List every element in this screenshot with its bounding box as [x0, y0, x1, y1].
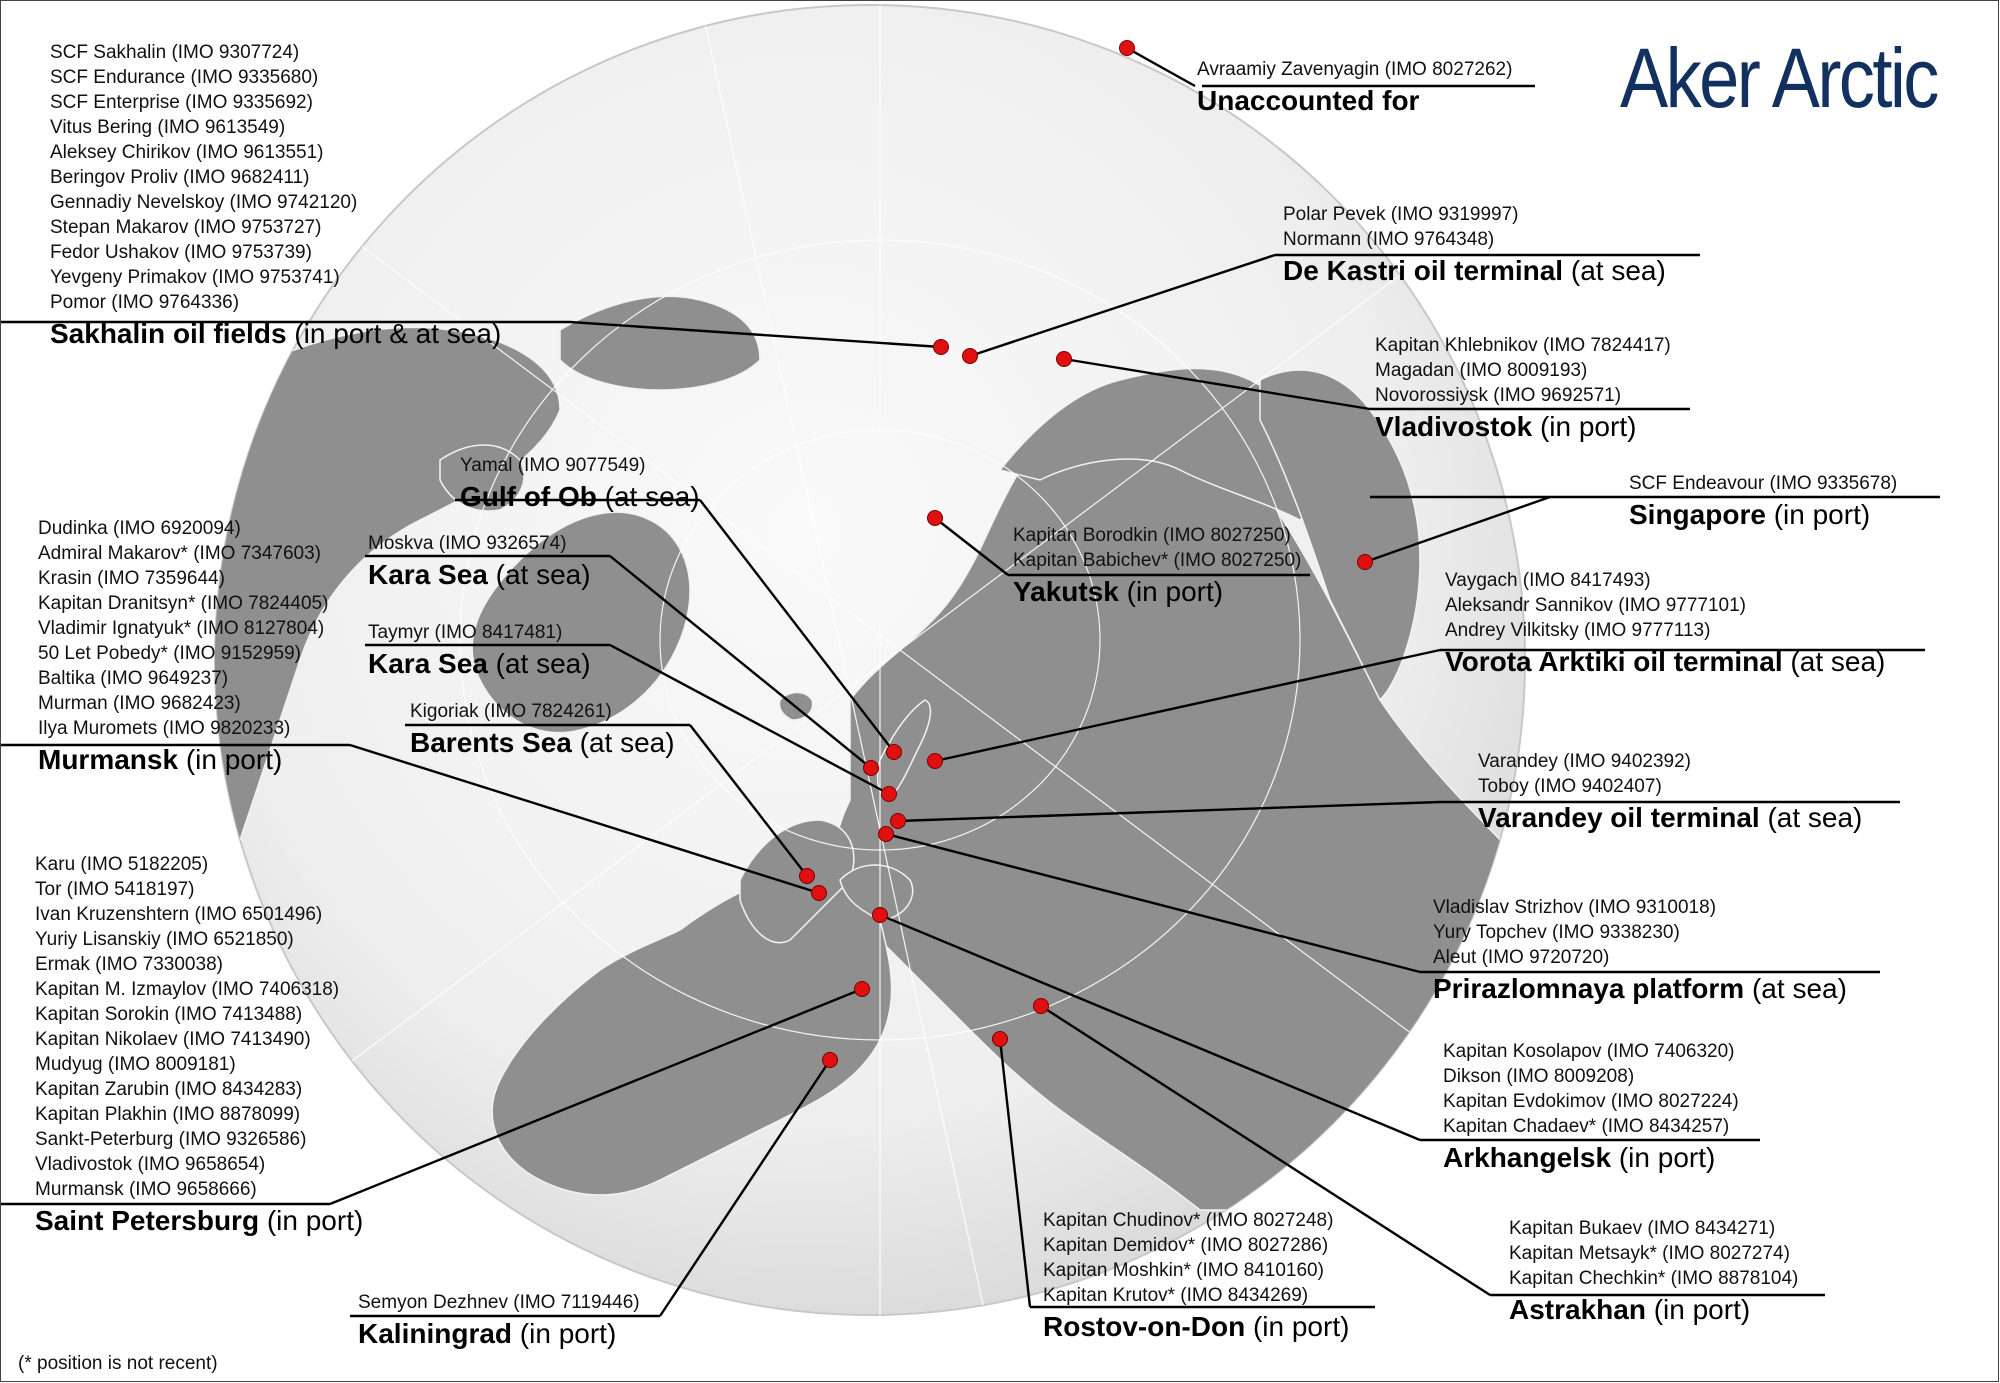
vessel-item: Kapitan Bukaev (IMO 8434271)	[1509, 1218, 1776, 1239]
vessel-item: Ilya Muromets (IMO 9820233)	[38, 718, 291, 739]
location-title	[1043, 1310, 1349, 1344]
vessel-item: SCF Endurance (IMO 9335680)	[50, 67, 319, 88]
location-marker-gulf-of-ob[interactable]	[887, 745, 902, 760]
location-title	[1478, 801, 1862, 835]
vessel-list	[1629, 471, 1897, 496]
vessel-item: Kapitan Zarubin (IMO 8434283)	[35, 1079, 303, 1100]
location-title	[368, 647, 591, 681]
location-name: Yakutsk	[1013, 576, 1119, 607]
vessel-item: Aleksandr Sannikov (IMO 9777101)	[1445, 595, 1746, 616]
location-marker-vladivostok[interactable]	[1057, 352, 1072, 367]
location-note: (at sea)	[1744, 973, 1847, 1004]
vessel-list	[358, 1290, 640, 1315]
location-marker-sakhalin-oil-fields[interactable]	[934, 340, 949, 355]
location-note: (at sea)	[1759, 802, 1863, 833]
location-marker-unaccounted-for[interactable]	[1120, 41, 1135, 56]
vessel-list	[1433, 895, 1847, 970]
location-label-barents-sea	[410, 699, 675, 760]
location-label-unaccounted-for	[1197, 57, 1512, 118]
location-marker-singapore[interactable]	[1358, 555, 1373, 570]
location-note: (at sea)	[571, 727, 675, 758]
location-note: (in port & at sea)	[286, 318, 502, 349]
vessel-item: Kapitan Demidov* (IMO 8027286)	[1043, 1235, 1329, 1256]
location-name: Singapore	[1629, 499, 1766, 530]
location-label-de-kastri-oil-terminal	[1283, 202, 1666, 288]
vessel-list	[460, 453, 700, 478]
brand-logo: Aker Arctic	[1620, 31, 1937, 125]
location-label-sakhalin-oil-fields	[50, 40, 501, 351]
vessel-item: SCF Sakhalin (IMO 9307724)	[50, 42, 300, 63]
location-label-yakutsk	[1013, 523, 1301, 609]
location-name: De Kastri oil terminal	[1283, 255, 1564, 286]
vessel-item: Murman (IMO 9682423)	[38, 693, 241, 714]
location-name: Vorota Arktiki oil terminal	[1445, 646, 1783, 677]
vessel-item: Sankt-Peterburg (IMO 9326586)	[35, 1129, 307, 1150]
location-label-murmansk	[38, 516, 328, 777]
location-note: (in port)	[1118, 576, 1224, 607]
location-label-arkhangelsk	[1443, 1039, 1739, 1175]
location-label-vladivostok	[1375, 333, 1671, 444]
location-title	[460, 480, 700, 514]
location-title	[1013, 575, 1301, 609]
vessel-item: Kapitan Evdokimov (IMO 8027224)	[1443, 1091, 1739, 1112]
footnote: (* position is not recent)	[18, 1353, 218, 1374]
location-note: (in port)	[1245, 1311, 1350, 1342]
vessel-item: Toboy (IMO 9402407)	[1478, 776, 1662, 797]
vessel-item: Beringov Proliv (IMO 9682411)	[50, 167, 310, 188]
location-note: (in port)	[259, 1205, 364, 1236]
location-name: Vladivostok	[1375, 411, 1533, 442]
location-name: Astrakhan	[1509, 1294, 1646, 1325]
vessel-item: Admiral Makarov* (IMO 7347603)	[38, 543, 321, 564]
location-marker-kara-sea[interactable]	[882, 787, 897, 802]
location-marker-rostov-on-don[interactable]	[993, 1032, 1008, 1047]
location-marker-astrakhan[interactable]	[1034, 999, 1049, 1014]
location-marker-barents-sea[interactable]	[800, 869, 815, 884]
location-label-gulf-of-ob	[460, 453, 700, 514]
location-note: (at sea)	[1782, 646, 1886, 677]
vessel-item: Kapitan Krutov* (IMO 8434269)	[1043, 1285, 1309, 1306]
location-title	[1445, 645, 1885, 679]
vessel-item: SCF Enterprise (IMO 9335692)	[50, 92, 313, 113]
location-label-rostov-on-don	[1043, 1208, 1349, 1344]
location-name: Arkhangelsk	[1443, 1142, 1612, 1173]
location-marker-yakutsk[interactable]	[928, 511, 943, 526]
vessel-item: Mudyug (IMO 8009181)	[35, 1054, 236, 1075]
vessel-item: Kapitan Moshkin* (IMO 8410160)	[1043, 1260, 1324, 1281]
vessel-list	[38, 516, 328, 741]
vessel-list	[368, 531, 591, 556]
vessel-item: SCF Endeavour (IMO 9335678)	[1629, 473, 1898, 494]
vessel-item: Gennadiy Nevelskoy (IMO 9742120)	[50, 192, 358, 213]
vessel-item: Andrey Vilkitsky (IMO 9777113)	[1445, 620, 1711, 641]
location-marker-prirazlomnaya-platform[interactable]	[879, 827, 894, 842]
vessel-item: Kapitan Chudinov* (IMO 8027248)	[1043, 1210, 1334, 1231]
vessel-item: Vladimir Ignatyuk* (IMO 8127804)	[38, 618, 325, 639]
location-marker-de-kastri-oil-terminal[interactable]	[963, 349, 978, 364]
location-label-varandey-oil-terminal	[1478, 749, 1862, 835]
vessel-item: Vladivostok (IMO 9658654)	[35, 1154, 266, 1175]
vessel-item: Yury Topchev (IMO 9338230)	[1433, 922, 1680, 943]
vessel-item: Stepan Makarov (IMO 9753727)	[50, 217, 322, 238]
location-title	[1375, 410, 1671, 444]
vessel-item: Aleut (IMO 9720720)	[1433, 947, 1610, 968]
location-label-vorota-arktiki-oil-terminal	[1445, 568, 1885, 679]
vessel-item: Moskva (IMO 9326574)	[368, 533, 567, 554]
location-note: (in port)	[1645, 1294, 1751, 1325]
location-name: Saint Petersburg	[35, 1205, 260, 1236]
vessel-item: Avraamiy Zavenyagin (IMO 8027262)	[1197, 59, 1513, 80]
location-name: Murmansk	[38, 744, 179, 775]
location-title	[1509, 1293, 1798, 1327]
vessel-item: Kapitan Metsayk* (IMO 8027274)	[1509, 1243, 1790, 1264]
vessel-item: Aleksey Chirikov (IMO 9613551)	[50, 142, 324, 163]
location-title	[1283, 254, 1666, 288]
location-label-saint-petersburg	[35, 852, 363, 1238]
vessel-list	[410, 699, 675, 724]
location-note: (in port)	[1765, 499, 1871, 530]
vessel-list	[1445, 568, 1885, 643]
location-name: Kara Sea	[368, 559, 488, 590]
location-label-prirazlomnaya-platform	[1433, 895, 1847, 1006]
location-name: Kara Sea	[368, 648, 488, 679]
location-marker-varandey-oil-terminal[interactable]	[891, 814, 906, 829]
location-name: Barents Sea	[410, 727, 572, 758]
vessel-item: Kapitan Khlebnikov (IMO 7824417)	[1375, 335, 1671, 356]
vessel-list	[368, 620, 591, 645]
vessel-item: Ivan Kruzenshtern (IMO 6501496)	[35, 904, 323, 925]
vessel-list	[1197, 57, 1512, 82]
vessel-item: Taymyr (IMO 8417481)	[368, 622, 563, 643]
location-note: (at sea)	[487, 559, 591, 590]
location-label-kaliningrad	[358, 1290, 640, 1351]
location-note: (at sea)	[1563, 255, 1666, 286]
location-marker-kaliningrad[interactable]	[823, 1053, 838, 1068]
location-note: (at sea)	[487, 648, 591, 679]
vessel-item: Yevgeny Primakov (IMO 9753741)	[50, 267, 340, 288]
vessel-list	[1013, 523, 1301, 573]
vessel-item: Kapitan M. Izmaylov (IMO 7406318)	[35, 979, 340, 1000]
vessel-item: Kapitan Nikolaev (IMO 7413490)	[35, 1029, 311, 1050]
location-title	[358, 1317, 640, 1351]
vessel-item: Kapitan Chechkin* (IMO 8878104)	[1509, 1268, 1799, 1289]
location-label-kara-sea	[368, 531, 591, 592]
vessel-item: Kapitan Babichev* (IMO 8027250)	[1013, 550, 1302, 571]
location-name: Rostov-on-Don	[1043, 1311, 1246, 1342]
vessel-item: Polar Pevek (IMO 9319997)	[1283, 204, 1519, 225]
location-title	[38, 743, 328, 777]
vessel-item: Fedor Ushakov (IMO 9753739)	[50, 242, 312, 263]
location-name: Sakhalin oil fields	[50, 318, 287, 349]
vessel-item: Kigoriak (IMO 7824261)	[410, 701, 612, 722]
location-note: (in port)	[1611, 1142, 1716, 1173]
vessel-item: 50 Let Pobedy* (IMO 9152959)	[38, 643, 302, 664]
vessel-item: Dudinka (IMO 6920094)	[38, 518, 241, 539]
location-name: Kaliningrad	[358, 1318, 513, 1349]
vessel-item: Pomor (IMO 9764336)	[50, 292, 240, 313]
vessel-list	[1283, 202, 1666, 252]
vessel-item: Kapitan Sorokin (IMO 7413488)	[35, 1004, 303, 1025]
location-name: Prirazlomnaya platform	[1433, 973, 1745, 1004]
vessel-list	[1443, 1039, 1739, 1139]
vessel-item: Varandey (IMO 9402392)	[1478, 751, 1691, 772]
vessel-item: Normann (IMO 9764348)	[1283, 229, 1495, 250]
location-name: Gulf of Ob	[460, 481, 597, 512]
location-note: (at sea)	[596, 481, 700, 512]
vessel-item: Vitus Bering (IMO 9613549)	[50, 117, 286, 138]
location-label-astrakhan	[1509, 1216, 1798, 1327]
vessel-list	[1375, 333, 1671, 408]
location-note: (in port)	[1532, 411, 1637, 442]
location-marker-murmansk[interactable]	[812, 886, 827, 901]
location-marker-arkhangelsk[interactable]	[873, 908, 888, 923]
location-title	[1197, 84, 1512, 118]
vessel-list	[1478, 749, 1862, 799]
vessel-item: Semyon Dezhnev (IMO 7119446)	[358, 1292, 640, 1313]
vessel-item: Vaygach (IMO 8417493)	[1445, 570, 1651, 591]
location-label-kara-sea	[368, 620, 591, 681]
vessel-item: Dikson (IMO 8009208)	[1443, 1066, 1635, 1087]
vessel-item: Kapitan Plakhin (IMO 8878099)	[35, 1104, 301, 1125]
location-title	[35, 1204, 363, 1238]
vessel-item: Baltika (IMO 9649237)	[38, 668, 229, 689]
vessel-item: Karu (IMO 5182205)	[35, 854, 209, 875]
location-title	[50, 317, 501, 351]
vessel-list	[35, 852, 363, 1202]
vessel-item: Ermak (IMO 7330038)	[35, 954, 223, 975]
location-label-singapore	[1629, 471, 1897, 532]
location-marker-vorota-arktiki-oil-terminal[interactable]	[928, 754, 943, 769]
location-name: Unaccounted for	[1197, 85, 1420, 116]
location-note: (in port)	[512, 1318, 617, 1349]
vessel-item: Tor (IMO 5418197)	[35, 879, 195, 900]
vessel-list	[1509, 1216, 1798, 1291]
location-marker-saint-petersburg[interactable]	[855, 982, 870, 997]
vessel-item: Yamal (IMO 9077549)	[460, 455, 646, 476]
location-title	[1433, 972, 1847, 1006]
vessel-list	[50, 40, 501, 315]
vessel-item: Kapitan Kosolapov (IMO 7406320)	[1443, 1041, 1735, 1062]
location-note: (in port)	[178, 744, 283, 775]
vessel-item: Yuriy Lisanskiy (IMO 6521850)	[35, 929, 294, 950]
location-title	[410, 726, 675, 760]
vessel-item: Kapitan Chadaev* (IMO 8434257)	[1443, 1116, 1730, 1137]
location-title	[1629, 498, 1897, 532]
vessel-item: Kapitan Borodkin (IMO 8027250)	[1013, 525, 1291, 546]
vessel-item: Magadan (IMO 8009193)	[1375, 360, 1588, 381]
location-name: Varandey oil terminal	[1478, 802, 1760, 833]
location-marker-kara-sea[interactable]	[864, 761, 879, 776]
vessel-item: Murmansk (IMO 9658666)	[35, 1179, 257, 1200]
vessel-list	[1043, 1208, 1349, 1308]
location-title	[1443, 1141, 1739, 1175]
location-title	[368, 558, 591, 592]
vessel-item: Vladislav Strizhov (IMO 9310018)	[1433, 897, 1717, 918]
vessel-item: Krasin (IMO 7359644)	[38, 568, 225, 589]
vessel-item: Kapitan Dranitsyn* (IMO 7824405)	[38, 593, 329, 614]
vessel-item: Novorossiysk (IMO 9692571)	[1375, 385, 1622, 406]
